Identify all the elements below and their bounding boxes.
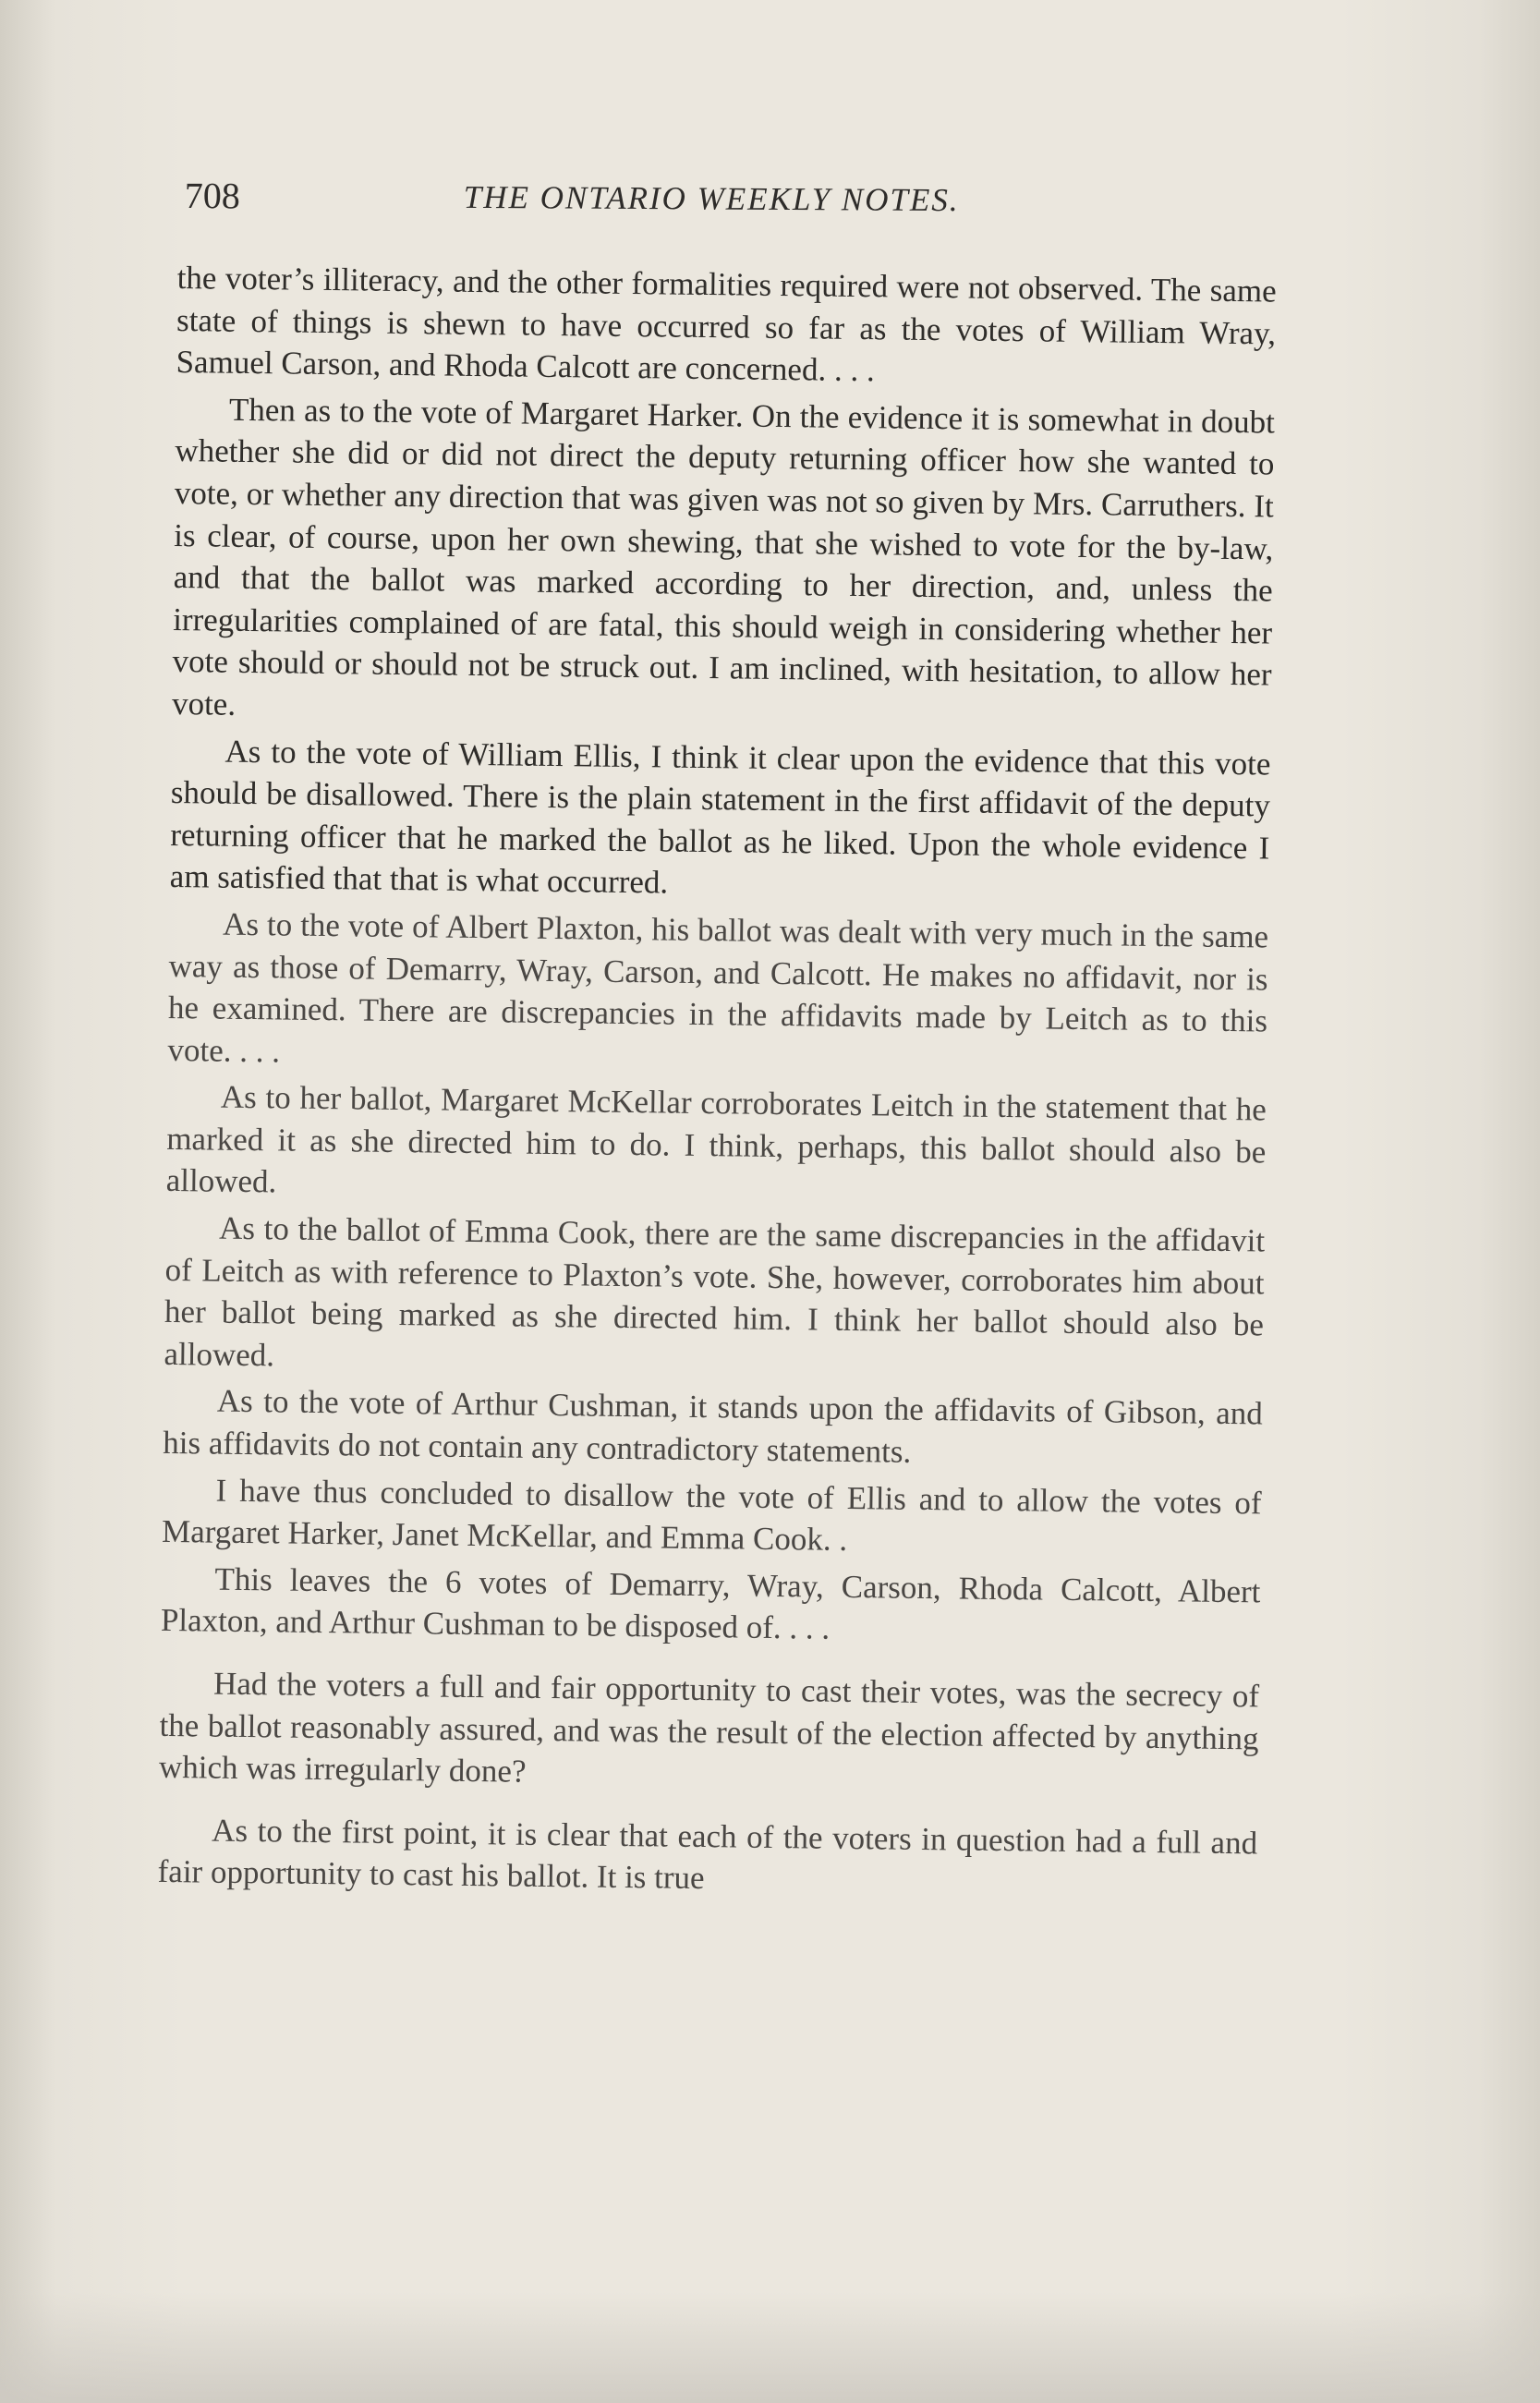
paragraph-cushman: As to the vote of Arthur Cushman, it stands upon the affidavits of Gibson, and his affidavits do not contain any contradictory statements. [163, 1383, 1264, 1470]
paragraph-ellis: As to the vote of William Ellis, I think it clear upon the evidence that this vote should be disallowed. There is the plain statement in the first affidavit of the deputy returning officer that he marked the ballot as he liked. Upon the whole evidence I am satisfied that that is what occurred. [169, 733, 1271, 901]
paragraph-plaxton: As to the vote of Albert Plaxton, his ballot was dealt with very much in the same way as those of Demarry, Wray, Carson, and Calcott. He makes no affidavit, nor is he examined. There are discrepancies in the affidavits made by Leitch as to this vote. . . . [167, 905, 1269, 1070]
paragraph-mckellar: As to her ballot, Margaret McKellar corroborates Leitch in the statement that he marked it as she directed him to do. I think, perhaps, this ballot should also be allowed. [165, 1078, 1267, 1200]
paragraph-conclusion: I have thus concluded to disallow the vote of Ellis and to allow the votes of Margaret Harker, Janet McKellar, and Emma Cook. . [161, 1472, 1262, 1559]
paragraph-questions: Had the voters a full and fair opportunity to cast their votes, was the secrecy of the ballot reasonably assured, and was the result of the election affected by anything which was irregularly done? [158, 1665, 1260, 1790]
page-header [185, 174, 1358, 237]
body-text [157, 257, 1277, 1906]
paragraph-harker: Then as to the vote of Margaret Harker. On the evidence it is somewhat in doubt whether she did or did not direct the deputy returning officer how she wanted to vote, or whether any direction that was given was not so given by Mrs. Carruthers. It is clear, of course, upon her own shewing, that she wished to vote for the by-law, and that the ballot was marked according to her direction, and, unless the irregularities complained of are fatal, this should weigh in considering whether her vote should or should not be struck out. I am inclined, with hesitation, to allow her vote. [171, 391, 1276, 722]
paragraph-cook: As to the ballot of Emma Cook, there are the same discrepancies in the affidavit of Leitch as with reference to Plaxton’s vote. She, however, corroborates him about her ballot being marked as she directed him. I think her ballot should also be allowed. [164, 1209, 1266, 1374]
running-title: THE ONTARIO WEEKLY NOTES. [463, 178, 960, 219]
paragraph-first-point: As to the first point, it is clear that each of the voters in question had a full and fair opportunity to cast his ballot. It is true [157, 1812, 1258, 1897]
paragraph-remaining-votes: This leaves the 6 votes of Demarry, Wray, Carson, Rhoda Calcott, Albert Plaxton, and Arthur Cushman to be disposed of. . . . [160, 1560, 1261, 1647]
page-number: 708 [184, 174, 240, 217]
paragraph-continued: the voter’s illiteracy, and the other formalities required were not observed. The same state of things is shewn to have occurred so far as the votes of William Wray, Samuel Carson, and Rhoda Calcott are concerned. . . . [176, 259, 1277, 389]
